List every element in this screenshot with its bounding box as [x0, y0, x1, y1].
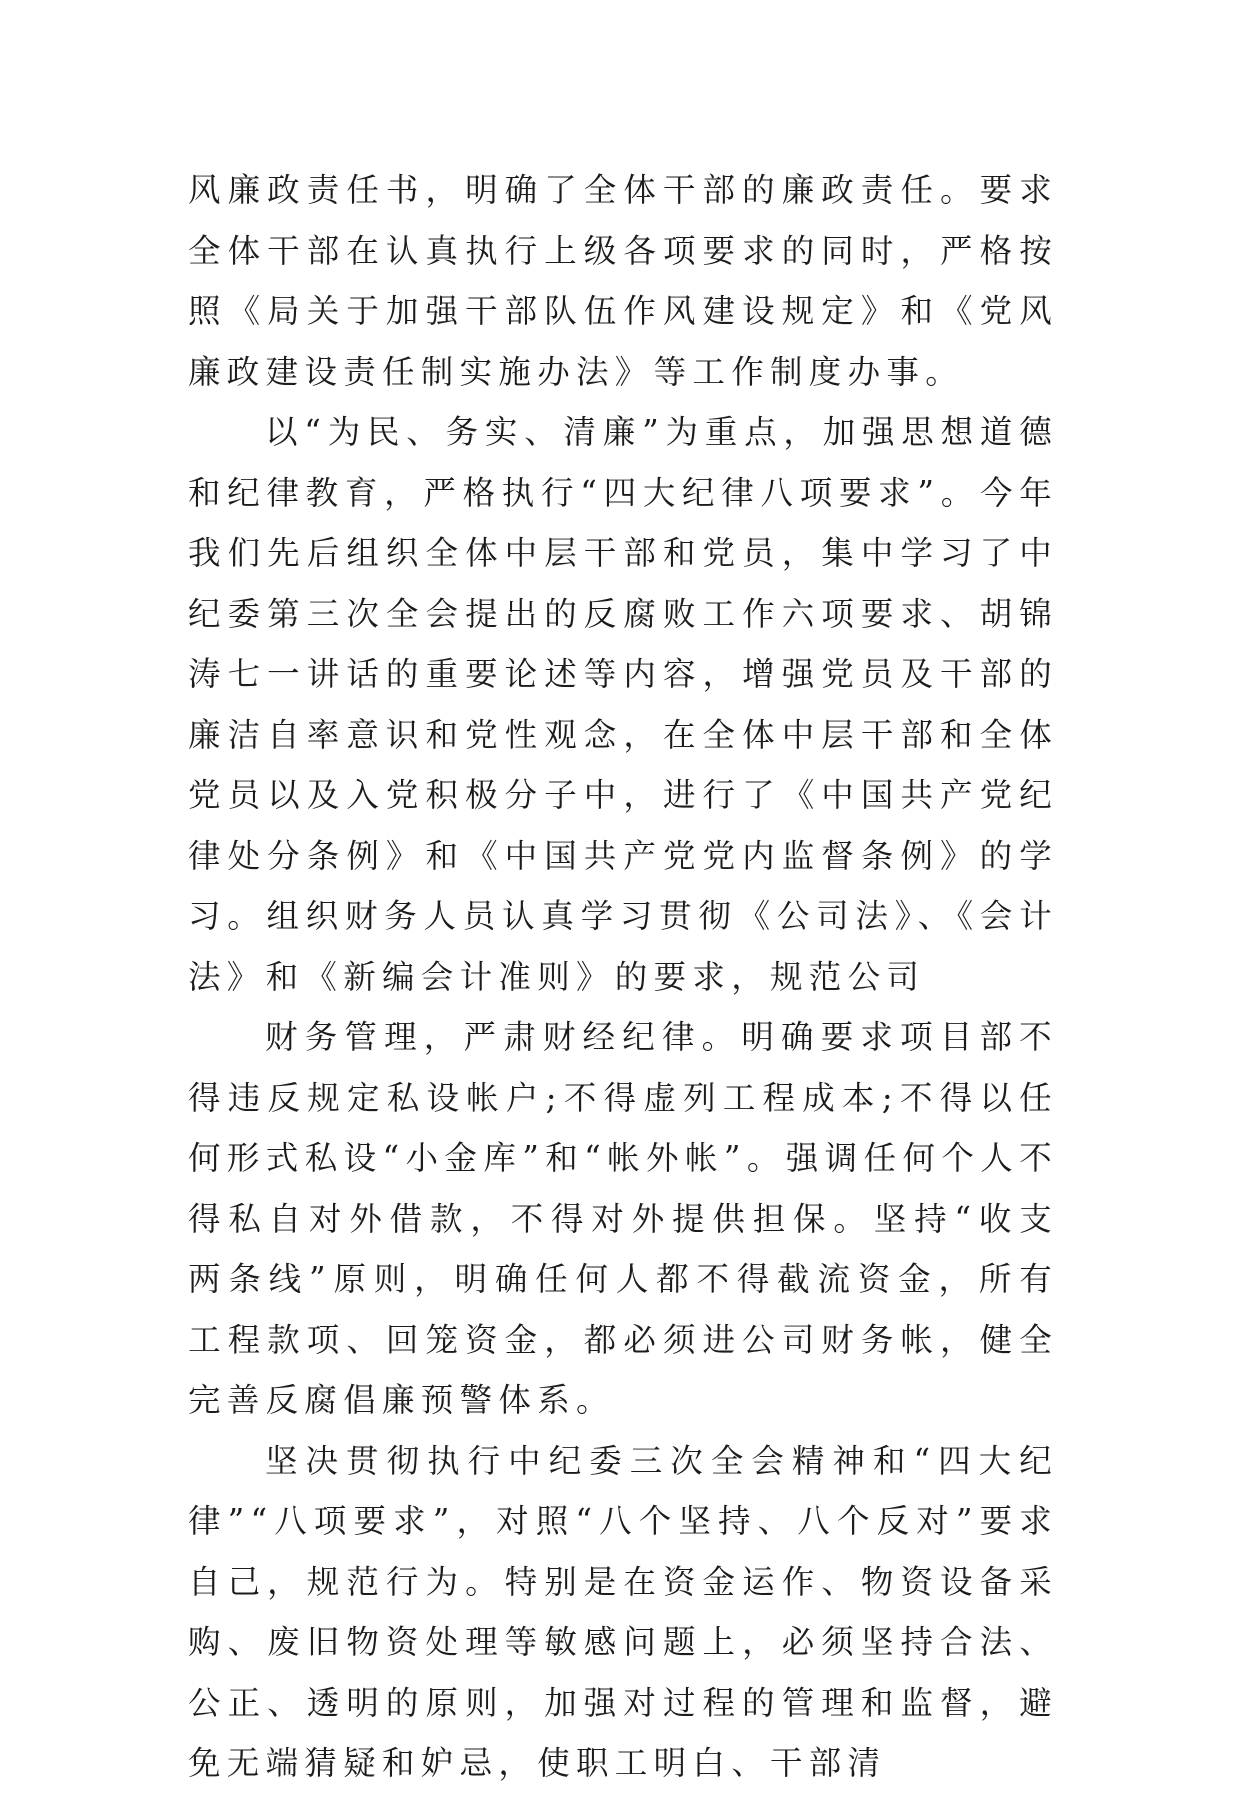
paragraph: 财务管理，严肃财经纪律。明确要求项目部不得违反规定私设帐户;不得虚列工程成本;不得以任何形式私设“小金库”和“帐外帐”。强调任何个人不得私自对外借款，不得对外提供担保。坚持“收支两条线”原则，明确任何人都不得截流资金，所有工程款项、回笼资金，都必须进公司财务帐，健全完善反腐倡廉预警体系。: [188, 1018, 1058, 1419]
paragraph: 以“为民、务实、清廉”为重点，加强思想道德和纪律教育，严格执行“四大纪律八项要求”。今年我们先后组织全体中层干部和党员，集中学习了中纪委第三次全会提出的反腐败工作六项要求、胡锦涛七一讲话的重要论述等内容，增强党员及干部的廉洁自率意识和党性观念，在全体中层干部和全体党员以及入党积极分子中，进行了《中国共产党纪律处分条例》和《中国共产党党内监督条例》的学习。组织财务人员认真学习贯彻《公司法》、《会计法》和《新编会计准则》的要求，规范公司: [188, 413, 1058, 996]
body-text: [188, 160, 1058, 1794]
paragraph-continued: 风廉政责任书，明确了全体干部的廉政责任。要求全体干部在认真执行上级各项要求的同时，严格按照《局关于加强干部队伍作风建设规定》和《党风廉政建设责任制实施办法》等工作制度办事。: [188, 171, 1058, 391]
paragraph: 坚决贯彻执行中纪委三次全会精神和“四大纪律”“八项要求”，对照“八个坚持、八个反对”要求自己，规范行为。特别是在资金运作、物资设备采购、废旧物资处理等敏感问题上，必须坚持合法、公正、透明的原则，加强对过程的管理和监督，避免无端猜疑和妒忌，使职工明白、干部清: [188, 1441, 1058, 1782]
